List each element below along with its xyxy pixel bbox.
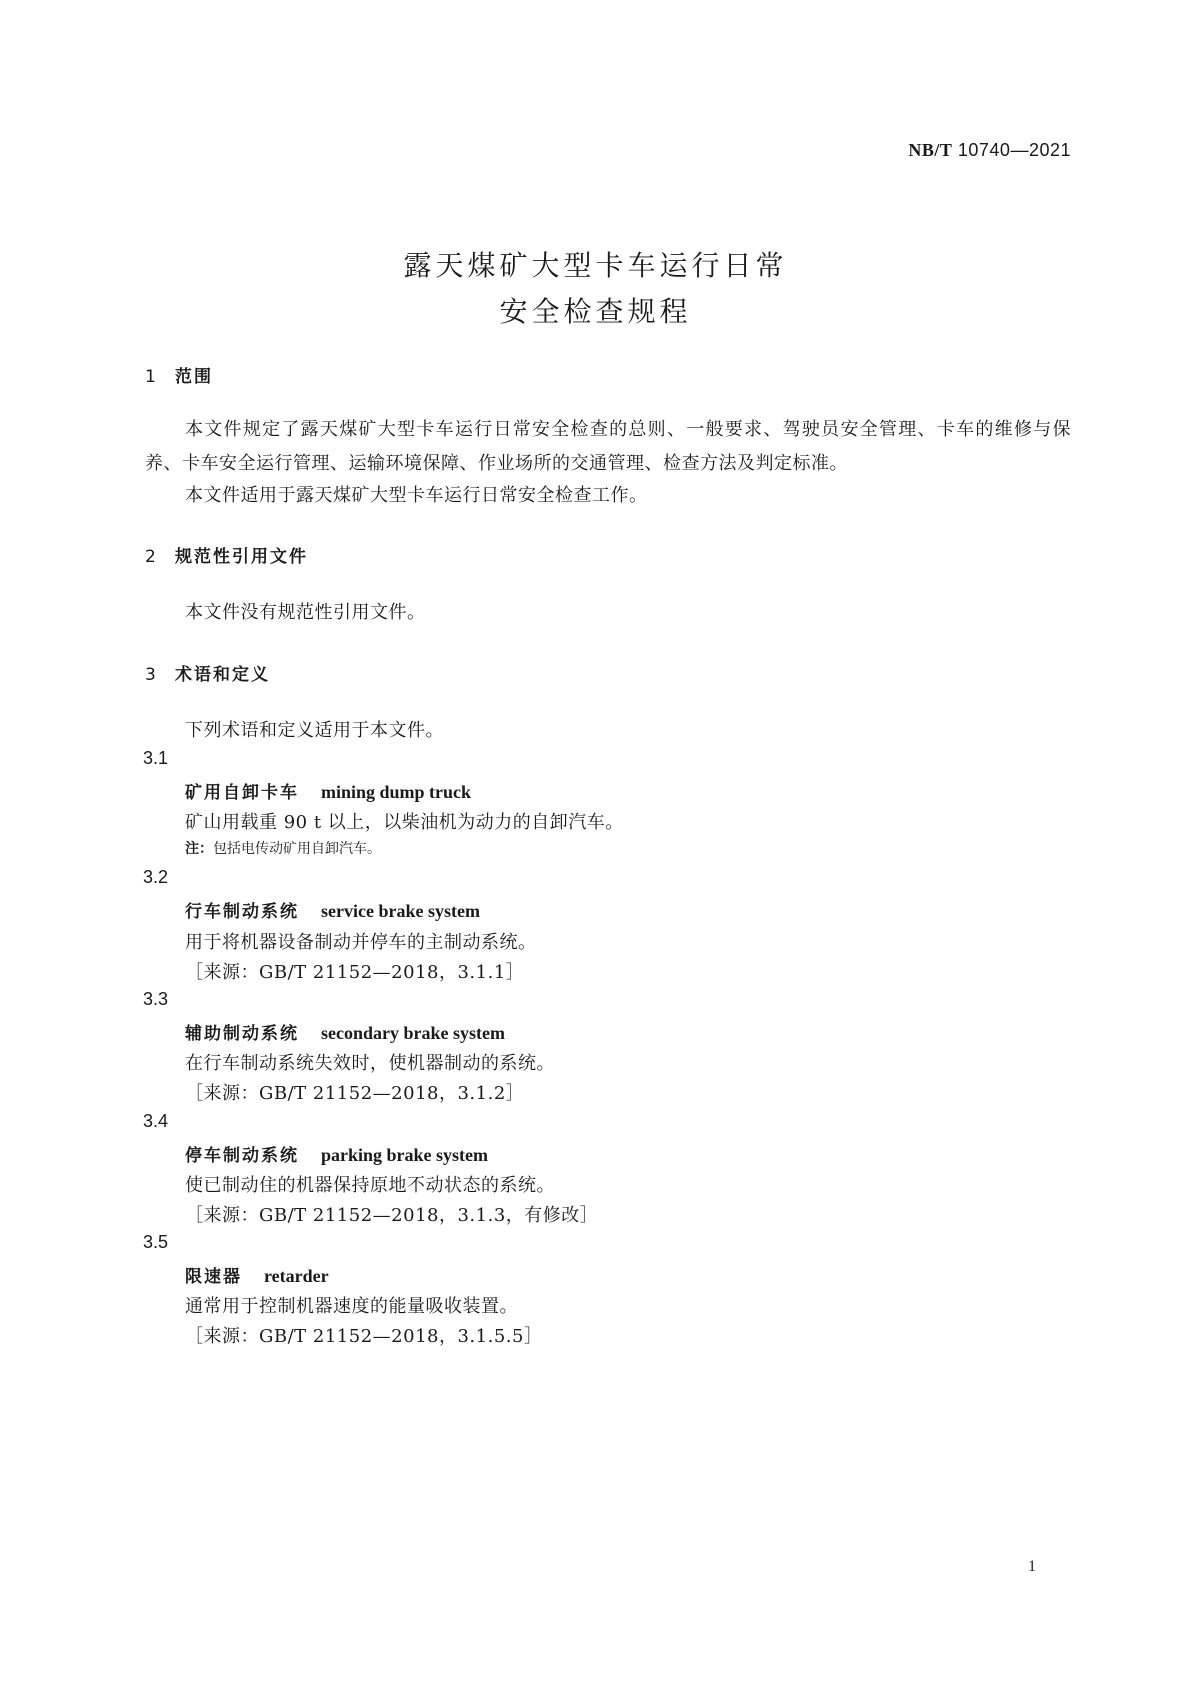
term-en: secondary brake system	[321, 1023, 505, 1043]
term-zh: 矿用自卸卡车	[185, 783, 299, 803]
term-definition: 在行车制动系统失效时，使机器制动的系统。	[185, 1053, 555, 1074]
term-heading	[185, 778, 471, 803]
section-3-intro: 下列术语和定义适用于本文件。	[185, 720, 444, 741]
term-number: 3.4	[143, 1111, 169, 1131]
section-title: 术语和定义	[175, 665, 270, 685]
term-note	[185, 838, 381, 858]
term-zh: 停车制动系统	[185, 1146, 299, 1166]
section-1-paragraph-2: 本文件适用于露天煤矿大型卡车运行日常安全检查工作。	[185, 485, 648, 506]
term-source: ［来源：GB/T 21152—2018，3.1.1］	[185, 962, 525, 983]
section-2-paragraph: 本文件没有规范性引用文件。	[185, 602, 426, 623]
section-number: 2	[145, 547, 158, 567]
term-heading	[185, 1019, 505, 1044]
standard-code	[908, 140, 1071, 161]
section-2-heading	[145, 542, 308, 567]
note-label: 注：	[185, 841, 213, 857]
term-en: mining dump truck	[321, 782, 472, 802]
term-heading	[185, 897, 480, 922]
section-1-heading	[145, 362, 213, 387]
term-en: service brake system	[321, 901, 480, 921]
term-source: ［来源：GB/T 21152—2018，3.1.5.5］	[185, 1326, 543, 1347]
section-number: 1	[145, 367, 158, 387]
term-definition: 矿山用载重 90 t 以上，以柴油机为动力的自卸汽车。	[185, 812, 624, 833]
term-definition: 用于将机器设备制动并停车的主制动系统。	[185, 932, 537, 953]
document-title-line2: 安全检查规程	[499, 295, 692, 328]
term-definition: 使已制动住的机器保持原地不动状态的系统。	[185, 1175, 555, 1196]
term-en: retarder	[264, 1266, 329, 1286]
term-zh: 辅助制动系统	[185, 1024, 299, 1044]
section-number: 3	[145, 665, 158, 685]
term-number: 3.1	[143, 748, 169, 768]
term-source: ［来源：GB/T 21152—2018，3.1.2］	[185, 1083, 525, 1104]
term-source: ［来源：GB/T 21152—2018，3.1.3，有修改］	[185, 1205, 599, 1226]
page-number: 1	[1028, 1558, 1036, 1575]
term-en: parking brake system	[321, 1145, 489, 1165]
section-1-paragraph-1: 本文件规定了露天煤矿大型卡车运行日常安全检查的总则、一般要求、驾驶员安全管理、卡车的维修与保养、卡车安全运行管理、运输环境保障、作业场所的交通管理、检查方法及判定标准。	[145, 419, 1071, 474]
term-number: 3.2	[143, 867, 169, 887]
section-title: 范围	[175, 367, 213, 387]
term-number: 3.5	[143, 1232, 169, 1252]
term-heading	[185, 1262, 329, 1287]
term-zh: 行车制动系统	[185, 902, 299, 922]
term-heading	[185, 1141, 488, 1166]
section-3-heading	[145, 660, 270, 685]
section-title: 规范性引用文件	[175, 547, 308, 567]
standard-number: 10740—2021	[957, 140, 1071, 160]
note-text: 包括电传动矿用自卸汽车。	[213, 841, 381, 857]
standard-prefix: NB/T	[908, 140, 953, 160]
term-zh: 限速器	[185, 1267, 242, 1287]
term-definition: 通常用于控制机器速度的能量吸收装置。	[185, 1296, 518, 1317]
term-number: 3.3	[143, 989, 169, 1009]
document-title-line1: 露天煤矿大型卡车运行日常	[403, 249, 788, 282]
